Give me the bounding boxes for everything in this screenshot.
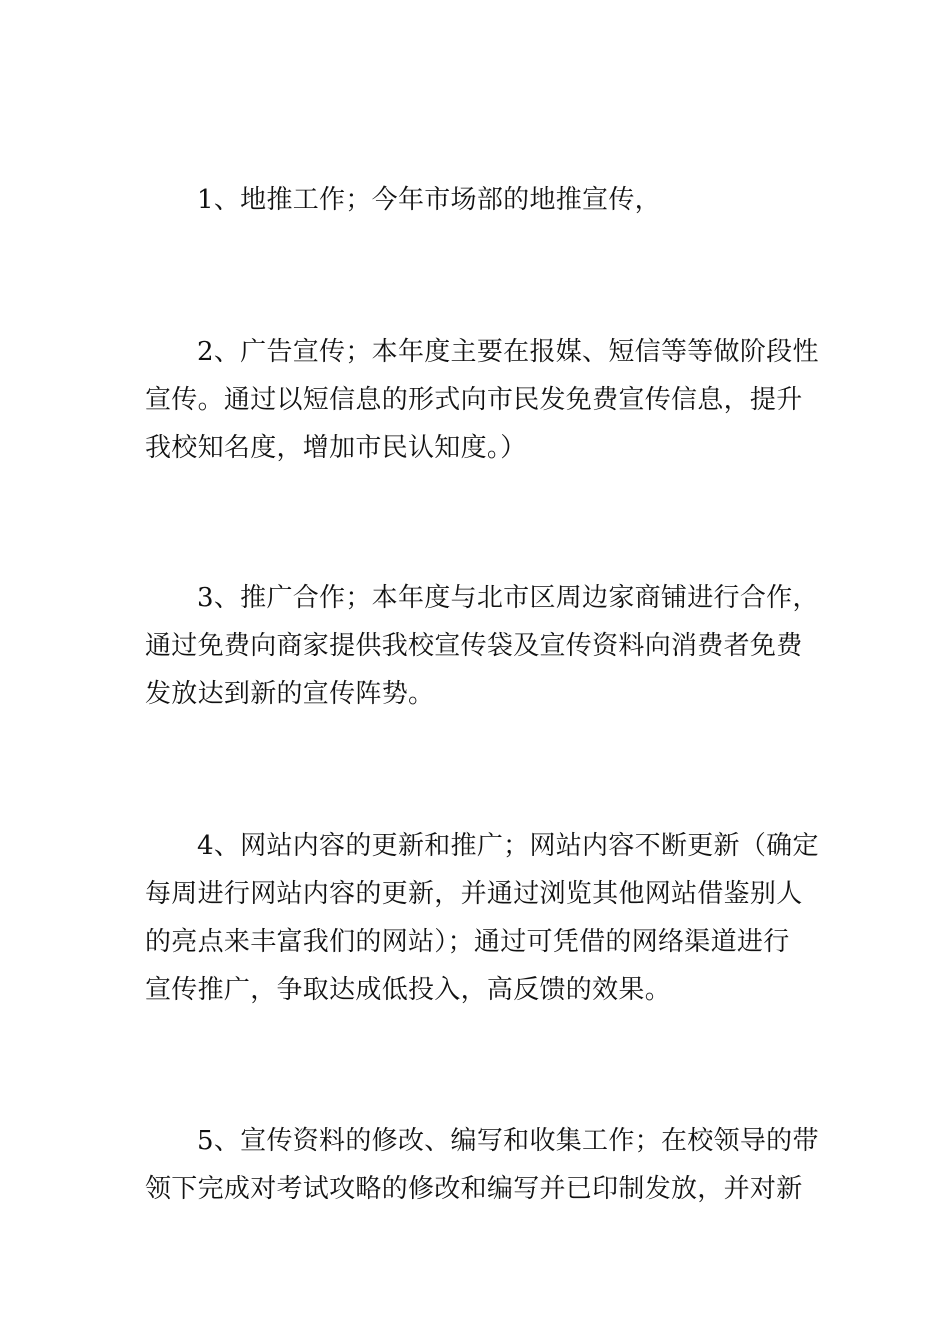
paragraph-5 (145, 1117, 819, 1213)
paragraph-line: 我校知名度，增加市民认知度。） (145, 433, 527, 463)
paragraph-line: 4、网站内容的更新和推广；网站内容不断更新（确定 (197, 831, 819, 861)
paragraph-line: 每周进行网站内容的更新，并通过浏览其他网站借鉴别人 (145, 879, 803, 909)
paragraph-2 (145, 328, 819, 472)
paragraph-line: 2、广告宣传；本年度主要在报媒、短信等等做阶段性 (197, 337, 819, 367)
paragraph-1 (145, 176, 807, 224)
paragraph-line: 3、推广合作；本年度与北市区周边家商铺进行合作， (197, 583, 819, 613)
paragraph-line: 领下完成对考试攻略的修改和编写并已印制发放，并对新 (145, 1174, 803, 1204)
paragraph-line: 发放达到新的宣传阵势。 (145, 679, 435, 709)
paragraph-line: 宣传。通过以短信息的形式向市民发免费宣传信息，提升 (145, 385, 803, 415)
paragraph-3 (145, 574, 819, 718)
paragraph-line: 5、宣传资料的修改、编写和收集工作；在校领导的带 (197, 1126, 819, 1156)
paragraph-4 (145, 822, 819, 1014)
paragraph-line: 1、地推工作；今年市场部的地推宣传， (197, 185, 661, 215)
paragraph-line: 宣传推广，争取达成低投入，高反馈的效果。 (145, 975, 672, 1005)
paragraph-line: 通过免费向商家提供我校宣传袋及宣传资料向消费者免费 (145, 631, 803, 661)
paragraph-line: 的亮点来丰富我们的网站）；通过可凭借的网络渠道进行 (145, 927, 790, 957)
